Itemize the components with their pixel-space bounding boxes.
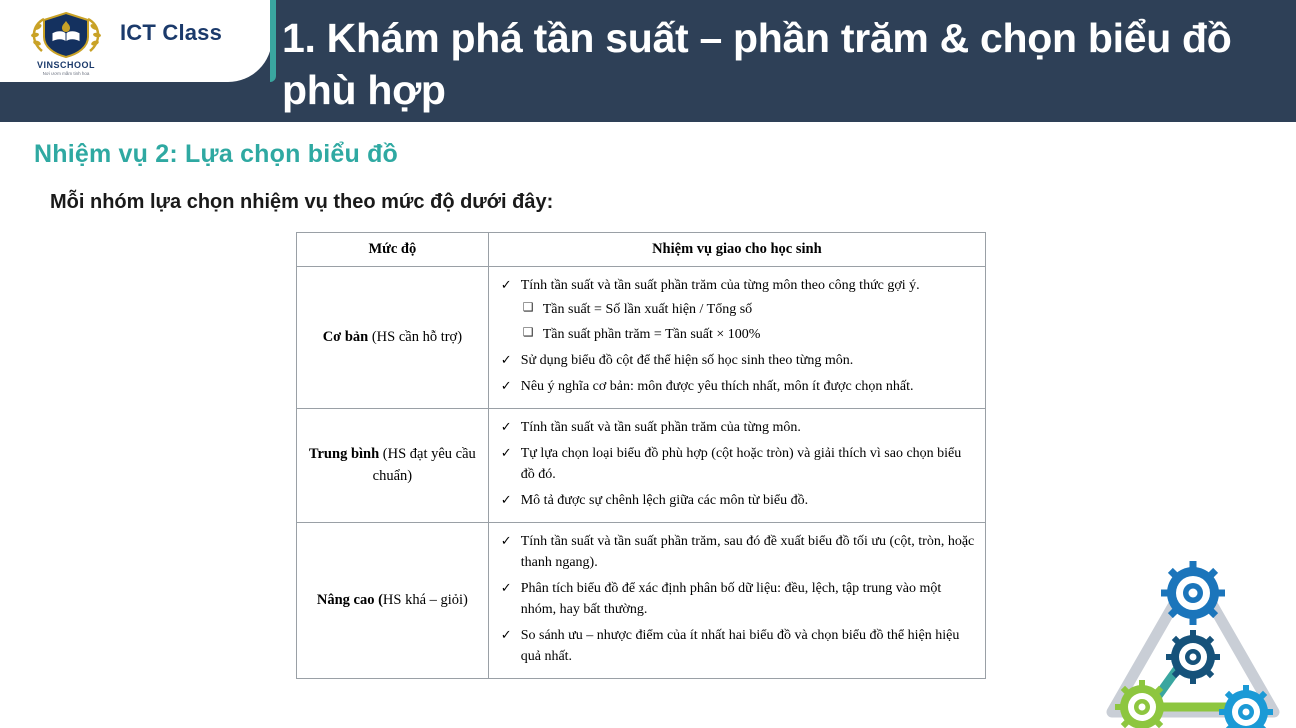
- list-item: ✓ So sánh ưu – nhược điểm của ít nhất hai biểu đồ và chọn biểu đồ thể hiện hiệu quả nhất.: [497, 625, 977, 667]
- logo-wordmark: VINSCHOOL: [36, 59, 95, 70]
- list-item: ✓ Tự lựa chọn loại biểu đồ phù hợp (cột hoặc tròn) và giải thích vì sao chọn biểu đồ đó.: [497, 443, 977, 485]
- column-header-task: Nhiệm vụ giao cho học sinh: [488, 233, 985, 267]
- level-cell-basic: [297, 267, 489, 409]
- task-list-advanced: [497, 531, 977, 667]
- task-list-medium: [497, 417, 977, 511]
- task-text: Tính tần suất và tần suất phần trăm của từng môn theo công thức gợi ý.: [520, 278, 920, 293]
- task-cell-medium: [488, 409, 985, 523]
- levels-table: [296, 232, 986, 679]
- table-row: [297, 409, 986, 523]
- level-name-medium: Trung bình: [308, 446, 380, 463]
- logo-tagline: Nơi ươm mầm tinh hoa: [42, 70, 90, 76]
- task-cell-basic: [488, 267, 985, 409]
- vinschool-crest-icon: [18, 9, 114, 59]
- list-item: ✓ Mô tả được sự chênh lệch giữa các môn từ biểu đồ.: [497, 490, 977, 511]
- level-note-advanced: HS khá – giỏi): [382, 591, 468, 608]
- task-subheading: Mỗi nhóm lựa chọn nhiệm vụ theo mức độ dưới đây:: [50, 191, 554, 213]
- level-cell-medium: [297, 409, 489, 523]
- header-logo-tab: [0, 0, 272, 82]
- level-name-advanced: Nâng cao (: [316, 591, 383, 608]
- list-item: ✓ Tính tần suất và tần suất phần trăm, sau đó đề xuất biểu đồ tối ưu (cột, tròn, hoặc thanh ngang).: [497, 531, 977, 573]
- task-cell-advanced: [488, 523, 985, 679]
- table-header-row: [297, 233, 986, 267]
- vinschool-logo: [14, 6, 118, 78]
- level-note-medium: (HS đạt yêu cầu chuẩn): [372, 446, 476, 484]
- table-row: [297, 523, 986, 679]
- list-item: ❑ Tần suất = Số lần xuất hiện / Tổng số: [521, 299, 977, 320]
- level-cell-advanced: [297, 523, 489, 679]
- level-name-basic: Cơ bản: [322, 328, 369, 345]
- task-heading: Nhiệm vụ 2: Lựa chọn biểu đồ: [34, 140, 399, 168]
- list-item: [497, 275, 977, 345]
- list-item: ❑ Tần suất phần trăm = Tần suất × 100%: [521, 324, 977, 345]
- task-list-basic: [497, 275, 977, 397]
- task-sublist: [521, 299, 977, 345]
- slide-header: [0, 0, 1296, 122]
- table-row: [297, 267, 986, 409]
- list-item: ✓ Nêu ý nghĩa cơ bản: môn được yêu thích nhất, môn ít được chọn nhất.: [497, 376, 977, 397]
- brand-label: ICT Class: [120, 20, 223, 45]
- list-item: ✓ Phân tích biểu đồ để xác định phân bố dữ liệu: đều, lệch, tập trung vào một nhóm, hay bất thường.: [497, 578, 977, 620]
- page-title: 1. Khám phá tần suất – phần trăm & chọn biểu đồ phù hợp: [282, 15, 1232, 114]
- list-item: ✓ Sử dụng biểu đồ cột để thể hiện số học sinh theo từng môn.: [497, 350, 977, 371]
- gears-decoration-icon: [1098, 557, 1288, 728]
- list-item: ✓ Tính tần suất và tần suất phần trăm của từng môn.: [497, 417, 977, 438]
- column-header-level: Mức độ: [297, 233, 489, 267]
- level-note-basic: (HS cần hỗ trợ): [368, 328, 463, 345]
